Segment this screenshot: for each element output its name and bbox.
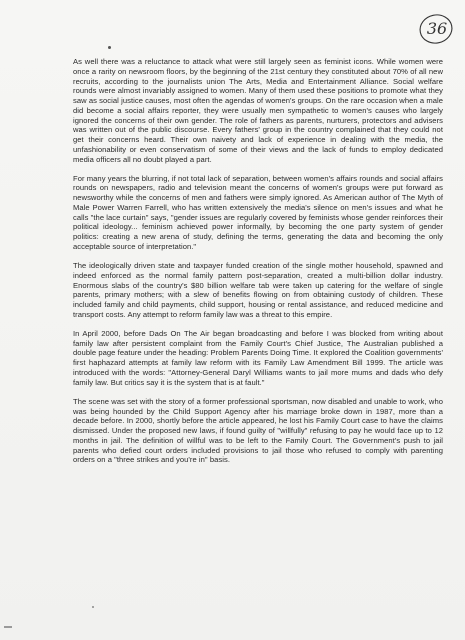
page-number-text: 36 — [426, 19, 448, 38]
paragraph: For many years the blurring, if not total lack of separation, between women's affairs rounds and social affairs rounds on newspapers, radio and television meant the concerns of women's groups were put forward as newsworthy while the concerns of men and fathers were simply ignored. As American author of The Myth of Male Power Warren Farrell, who has written extensively the media's silence on men's issues and what he calls "the lace curtain" says, "gender issues are regularly covered by feminists whose gender reinforces their political ideology... feminism achieved power informally, by becoming the one party system of gender politics: creating a new arena of study, defining the terms, generating the data and becoming the only acceptable source of interpretation." — [73, 173, 443, 251]
paragraph: The scene was set with the story of a former professional sportsman, now disabled and unable to work, who was being hounded by the Child Support Agency after his marriage broke down in 1987, more than a decade before. In 2000, shortly before the article appeared, he lost his Family Court case to have the claims dismissed. Under the proposed new laws, if found guilty of "willfully" refusing to pay he would face up to 12 months in jail. The definition of willful was to be left to the Family Court. The Government's push to jail parents who defied court orders included provisions to jail those who refused to comply with parenting orders on a "three strikes and you're in" basis. — [73, 396, 443, 465]
scan-edge-mark — [4, 626, 12, 628]
page-number — [420, 14, 454, 44]
body-text — [73, 57, 443, 474]
speck-mark — [108, 46, 111, 49]
speck-mark — [92, 606, 94, 608]
paragraph: The ideologically driven state and taxpayer funded creation of the single mother household, spawned and indeed enforced as the normal family pattern post-separation, created a multi-billion dollar industry. Enormous slabs of the country's $80 billion welfare tab were taken up catering for the welfare of single parents, primary mothers; with a slew of benefits flowing on from obtaining custody of children. These included family and child payments, child support, housing or rental assistance, and reduced medicine and transport costs. Any attempt to reform family law was a threat to this empire. — [73, 261, 443, 319]
paragraph: As well there was a reluctance to attack what were still largely seen as feminist icons. While women were once a rarity on newsroom floors, by the beginning of the 21st century they constituted about 70% of all new recruits, according to the journalists union The Arts, Media and Entertainment Alliance. Social welfare rounds were almost invariably assigned to women. Many of them used these positions to promote what they saw as social justice causes, most often the agendas of women's groups. On the rare occasion when a male did become a social affairs reporter, they were usually men sympathetic to women's causes who largely ignored the concerns of their own gender. The role of fathers as parents, nurturers, protectors and advisers was written out of the public discourse. Every fathers' group in the country complained that they could not get their concerns heard. Their own naivety and lack of experience in dealing with the media, the unfashionability or even conservatism of some of their views and the lack of funds to employ dedicated media officers all no doubt played a part. — [73, 57, 443, 164]
paragraph: In April 2000, before Dads On The Air began broadcasting and before I was blocked from writing about family law after persistent complaint from the Family Court's Chief Justice, The Australian published a double page feature under the heading: Problem Parents Doing Time. It explored the Coalition governments' first haphazard attempts at family law reform with its Family Law Amendment Bill 1999. The article was introduced with the words: "Attorney-General Daryl Williams wants to jail more mums and dads who defy family law. But critics say it is the system that is at fault." — [73, 328, 443, 387]
